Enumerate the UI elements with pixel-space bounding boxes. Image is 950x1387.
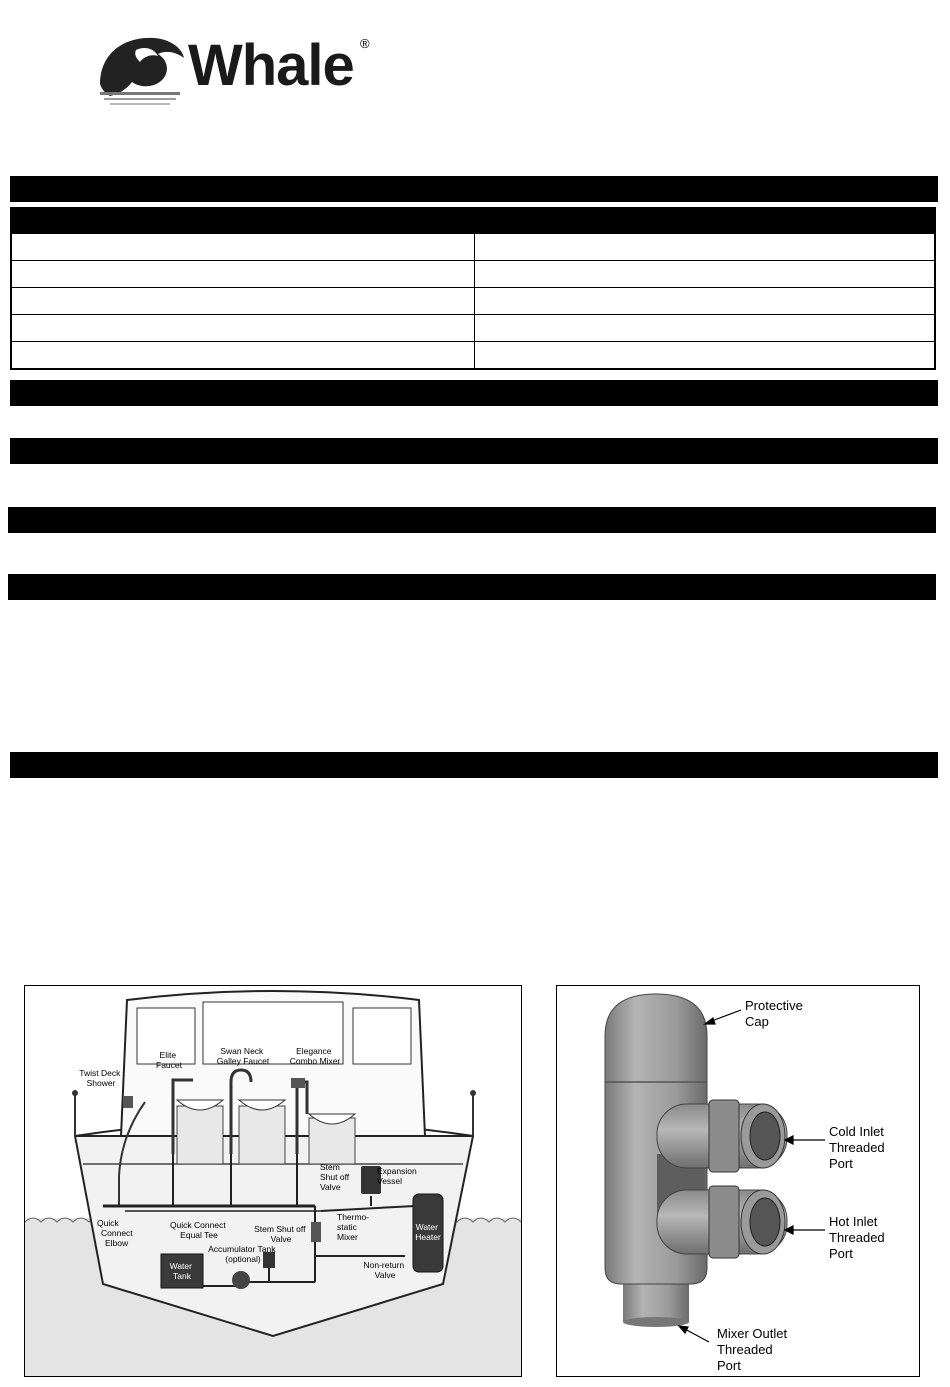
registered-mark: ® xyxy=(360,36,370,51)
mixer-product-figure xyxy=(556,985,920,1377)
label-elegance-mixer: Elegance Combo Mixer xyxy=(289,1046,341,1066)
boat-plumbing-diagram xyxy=(24,985,522,1377)
section-bar-1 xyxy=(10,176,938,202)
label-cold-inlet: Cold Inlet Threaded Port xyxy=(829,1124,885,1171)
whale-logo xyxy=(96,30,386,110)
label-water-heater: Water Heater xyxy=(415,1222,441,1242)
section-bar-4 xyxy=(8,507,936,533)
spec-table-header xyxy=(11,208,935,234)
section-bar-6 xyxy=(10,752,938,778)
label-water-tank: Water Tank xyxy=(169,1261,192,1281)
section-bar-5 xyxy=(8,574,936,600)
label-quick-connect-tee: Quick Connect Equal Tee xyxy=(169,1220,226,1240)
label-twist-deck-shower: Twist Deck Shower xyxy=(79,1068,121,1088)
label-protective-cap: Protective Cap xyxy=(745,998,803,1029)
label-expansion-vessel: Expansion Vessel xyxy=(377,1166,417,1186)
label-elite-faucet: Elite Faucet xyxy=(156,1050,182,1070)
label-hot-inlet: Hot Inlet Threaded Port xyxy=(829,1214,885,1261)
brand-name: Whale xyxy=(188,33,354,98)
spec-table xyxy=(10,207,936,370)
label-quick-connect-elbow: Quick Connect Elbow xyxy=(97,1218,133,1248)
section-bar-3 xyxy=(10,438,938,464)
table-row xyxy=(11,261,935,288)
label-swan-neck-faucet: Swan Neck Galley Faucet xyxy=(216,1046,270,1066)
label-thermostatic-mixer: Thermo- static Mixer xyxy=(337,1212,370,1242)
section-bar-2 xyxy=(10,380,938,406)
label-stem-valve-bottom: Stem Shut off Valve xyxy=(254,1224,306,1244)
table-row xyxy=(11,234,935,261)
label-non-return-valve: Non-return Valve xyxy=(363,1260,405,1280)
label-accumulator-tank: Accumulator Tank (optional) xyxy=(208,1244,276,1264)
table-row xyxy=(11,342,935,370)
table-row xyxy=(11,315,935,342)
label-stem-valve-top: Stem Shut off Valve xyxy=(320,1162,350,1192)
label-mixer-outlet: Mixer Outlet Threaded Port xyxy=(717,1326,788,1373)
table-row xyxy=(11,288,935,315)
whale-emblem-icon xyxy=(96,30,188,110)
